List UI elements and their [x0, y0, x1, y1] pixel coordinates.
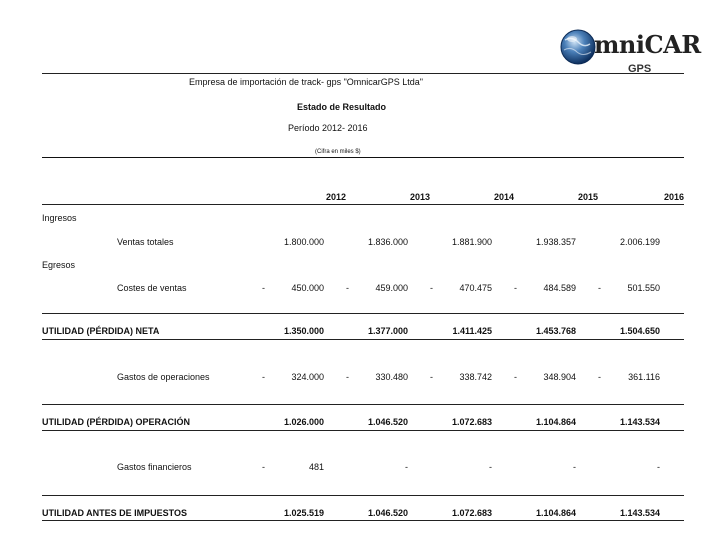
operacion-bottom-rule: [42, 430, 684, 431]
logo-wordmark: mniCAR: [594, 30, 701, 59]
gastos-fin-2015: -: [573, 462, 576, 472]
costes-2014-sign: -: [430, 283, 433, 293]
utilidad-neta-2016: 1.504.650: [619, 326, 660, 336]
utilidad-ai-2014: 1.072.683: [451, 508, 492, 518]
utilidad-neta-2014: 1.411.425: [452, 326, 492, 336]
gastos-fin-label: Gastos financieros: [117, 462, 192, 472]
ventas-2012: 1.800.000: [283, 237, 324, 247]
gastos-op-2012: 324.000: [291, 372, 324, 382]
ventas-2013: 1.836.000: [367, 237, 408, 247]
costes-2016: 501.550: [627, 283, 660, 293]
gastos-op-2016: 361.116: [628, 372, 660, 382]
costes-2015: 484.589: [543, 283, 576, 293]
utilidad-ai-2015: 1.104.864: [535, 508, 576, 518]
utilidad-op-2015: 1.104.864: [535, 417, 576, 427]
logo-gps-label: GPS: [628, 63, 652, 75]
utilidad-op-2014: 1.072.683: [451, 417, 492, 427]
gastos-op-2013-sign: -: [346, 372, 349, 382]
units-label: (Cifra en miles $): [315, 149, 361, 155]
costes-2012-sign: -: [262, 283, 265, 293]
year-2012: 2012: [325, 192, 346, 202]
impuestos-top-rule: [42, 495, 684, 496]
ingresos-label: Ingresos: [42, 213, 77, 223]
gastos-op-2014-sign: -: [430, 372, 433, 382]
gastos-op-2013: 330.480: [375, 372, 408, 382]
utilidad-ai-2016: 1.143.534: [619, 508, 660, 518]
gastos-op-2015: 348.904: [543, 372, 576, 382]
utilidad-ai-2012: 1.025.519: [283, 508, 324, 518]
neta-bottom-rule: [42, 339, 684, 340]
utilidad-op-2016: 1.143.534: [619, 417, 660, 427]
egresos-label: Egresos: [42, 260, 76, 270]
ventas-label: Ventas totales: [117, 237, 174, 247]
utilidad-op-label: UTILIDAD (PÉRDIDA) OPERACIÓN: [42, 417, 190, 427]
year-2014: 2014: [493, 192, 514, 202]
year-2013: 2013: [409, 192, 430, 202]
impuestos-bottom-rule: [42, 520, 684, 521]
year-2015: 2015: [577, 192, 598, 202]
year-rule: [42, 204, 684, 205]
gastos-op-2014: 338.742: [459, 372, 492, 382]
utilidad-ai-2013: 1.046.520: [367, 508, 408, 518]
gastos-op-2012-sign: -: [262, 372, 265, 382]
statement-title: Estado de Resultado: [297, 102, 387, 112]
utilidad-neta-2012: 1.350.000: [283, 326, 324, 336]
ventas-2014: 1.881.900: [451, 237, 492, 247]
utilidad-op-2012: 1.026.000: [283, 417, 324, 427]
neta-top-rule: [42, 313, 684, 314]
utilidad-neta-label: UTILIDAD (PÉRDIDA) NETA: [42, 326, 160, 336]
costes-2012: 450.000: [291, 283, 324, 293]
costes-label: Costes de ventas: [117, 283, 187, 293]
year-2016: 2016: [663, 192, 684, 202]
company-title: Empresa de importación de track- gps "OmnicarGPS Ltda": [189, 77, 423, 87]
ventas-2016: 2.006.199: [619, 237, 660, 247]
utilidad-neta-2015: 1.453.768: [535, 326, 576, 336]
gastos-fin-2016: -: [657, 462, 660, 472]
gastos-fin-2013: -: [405, 462, 408, 472]
costes-2014: 470.475: [459, 283, 492, 293]
utilidad-neta-2013: 1.377.000: [367, 326, 408, 336]
gastos-fin-2014: -: [489, 462, 492, 472]
period-label: Período 2012- 2016: [288, 123, 368, 133]
ventas-2015: 1.938.357: [535, 237, 576, 247]
operacion-top-rule: [42, 404, 684, 405]
gastos-op-2015-sign: -: [514, 372, 517, 382]
costes-2013: 459.000: [375, 283, 408, 293]
costes-2013-sign: -: [346, 283, 349, 293]
header-rule: [42, 157, 684, 158]
costes-2016-sign: -: [598, 283, 601, 293]
omnicar-logo: [556, 22, 701, 84]
gastos-fin-2012: 481: [308, 462, 324, 472]
utilidad-op-2013: 1.046.520: [367, 417, 408, 427]
gastos-op-label: Gastos de operaciones: [117, 372, 210, 382]
gastos-fin-2012-sign: -: [262, 462, 265, 472]
costes-2015-sign: -: [514, 283, 517, 293]
utilidad-ai-label: UTILIDAD ANTES DE IMPUESTOS: [42, 508, 188, 518]
top-rule: [42, 73, 684, 74]
gastos-op-2016-sign: -: [598, 372, 601, 382]
